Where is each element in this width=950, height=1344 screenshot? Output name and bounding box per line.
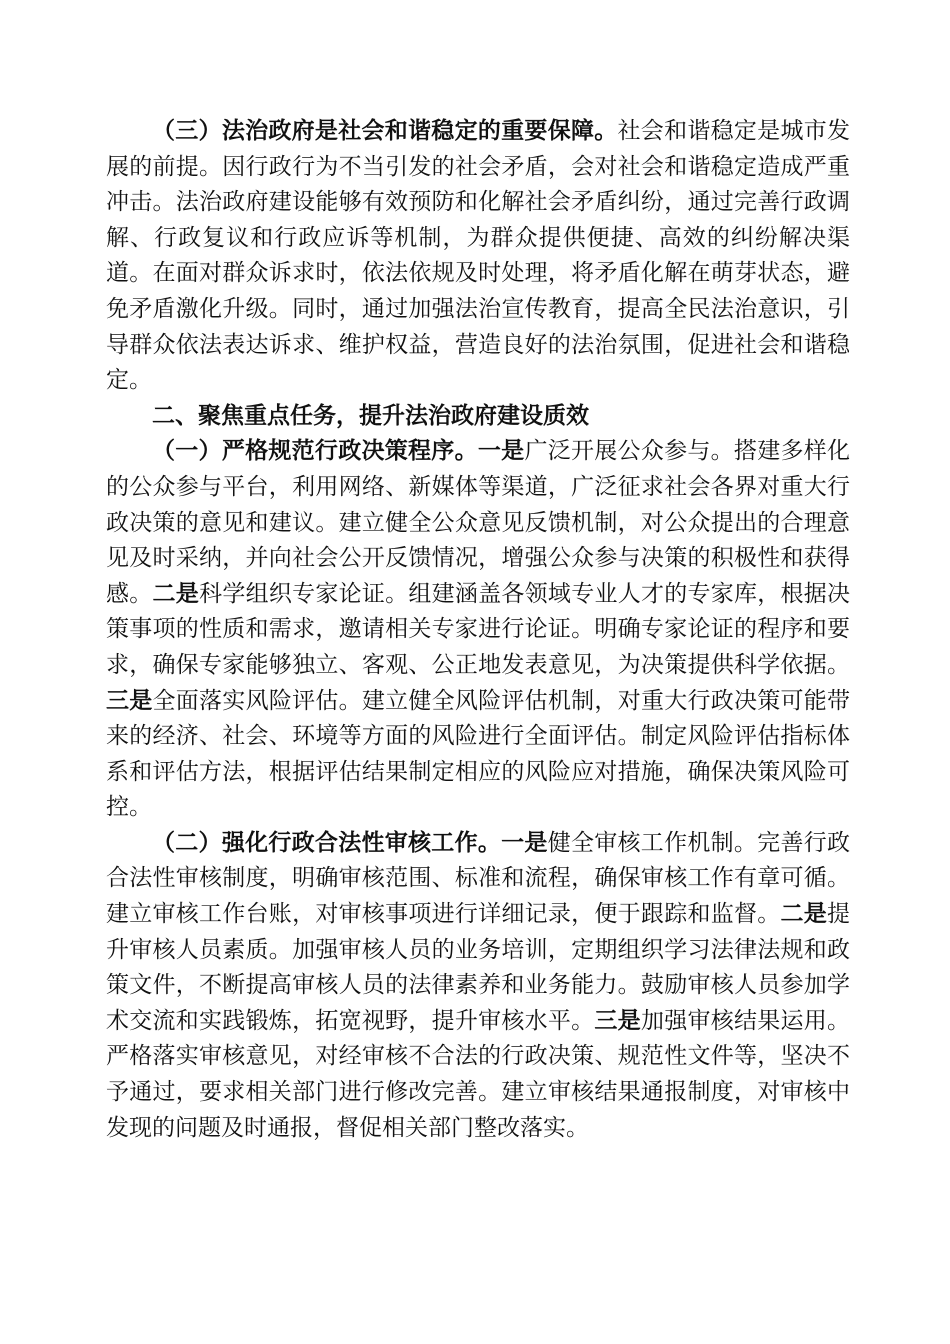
point-text: 加强审核结果运用。严格落实审核意见，对经审核不合法的行政决策、规范性文件等，坚决不予通过，要求相关部门进行修改完善。建立审核结果通报制度，对审核中发现的问题及时通报，督促相关部门整改落实。 bbox=[106, 1007, 851, 1141]
point-marker: 一是 bbox=[501, 829, 548, 856]
point-text: 提升审核人员素质。加强审核人员的业务培训，定期组织学习法律法规和政策文件，不断提高审核人员的法律素养和业务能力。鼓励审核人员参加学术交流和实践锻炼，拓宽视野，提升审核水平。 bbox=[106, 901, 851, 1034]
point-marker: 一是 bbox=[477, 438, 525, 465]
paragraph-lead: （一）严格规范行政决策程序。 bbox=[152, 438, 478, 465]
paragraph-decision-procedure bbox=[106, 434, 850, 826]
document-body bbox=[106, 114, 850, 1146]
point-text: 健全审核工作机制。完善行政合法性审核制度，明确审核范围、标准和流程，确保审核工作有章可循。建立审核工作台账，对审核事项进行详细记录，便于跟踪和监督。 bbox=[106, 829, 851, 928]
point-marker: 三是 bbox=[594, 1007, 641, 1034]
paragraph-lead: （三）法治政府是社会和谐稳定的重要保障。 bbox=[152, 118, 618, 144]
point-marker: 二是 bbox=[780, 901, 828, 928]
point-text: 广泛开展公众参与。搭建多样化的公众参与平台，利用网络、新媒体等渠道，广泛征求社会各界对重大行政决策的意见和建议。建立健全公众意见反馈机制，对公众提出的合理意见及时采纳，并向社会公开反馈情况，增强公众参与决策的积极性和获得感。 bbox=[106, 438, 851, 607]
point-text: 全面落实风险评估。建立健全风险评估机制，对重大行政决策可能带来的经济、社会、环境等方面的风险进行全面评估。制定风险评估指标体系和评估方法，根据评估结果制定相应的风险应对措施，确保决策风险可控。 bbox=[106, 687, 851, 821]
paragraph-lead: （二）强化行政合法性审核工作。 bbox=[152, 829, 502, 856]
point-marker: 二是 bbox=[152, 580, 200, 607]
paragraph-text: 社会和谐稳定是城市发展的前提。因行政行为不当引发的社会矛盾，会对社会和谐稳定造成严重冲击。法治政府建设能够有效预防和化解社会矛盾纠纷，通过完善行政调解、行政复议和行政应诉等机制，为群众提供便捷、高效的纠纷解决渠道。在面对群众诉求时，依法依规及时处理，将矛盾化解在萌芽状态，避免矛盾激化升级。同时，通过加强法治宣传教育，提高全民法治意识，引导群众依法表达诉求、维护权益，营造良好的法治氛围，促进社会和谐稳定。 bbox=[106, 118, 851, 394]
point-text: 科学组织专家论证。组建涵盖各领域专业人才的专家库，根据决策事项的性质和需求，邀请相关专家进行论证。明确专家论证的程序和要求，确保专家能够独立、客观、公正地发表意见，为决策提供科学依据。 bbox=[106, 580, 851, 678]
point-marker: 三是 bbox=[106, 687, 153, 714]
paragraph-legality-review bbox=[106, 826, 850, 1146]
section-heading: 二、聚焦重点任务，提升法治政府建设质效 bbox=[152, 402, 589, 429]
paragraph-law-government-social-harmony bbox=[106, 114, 850, 399]
